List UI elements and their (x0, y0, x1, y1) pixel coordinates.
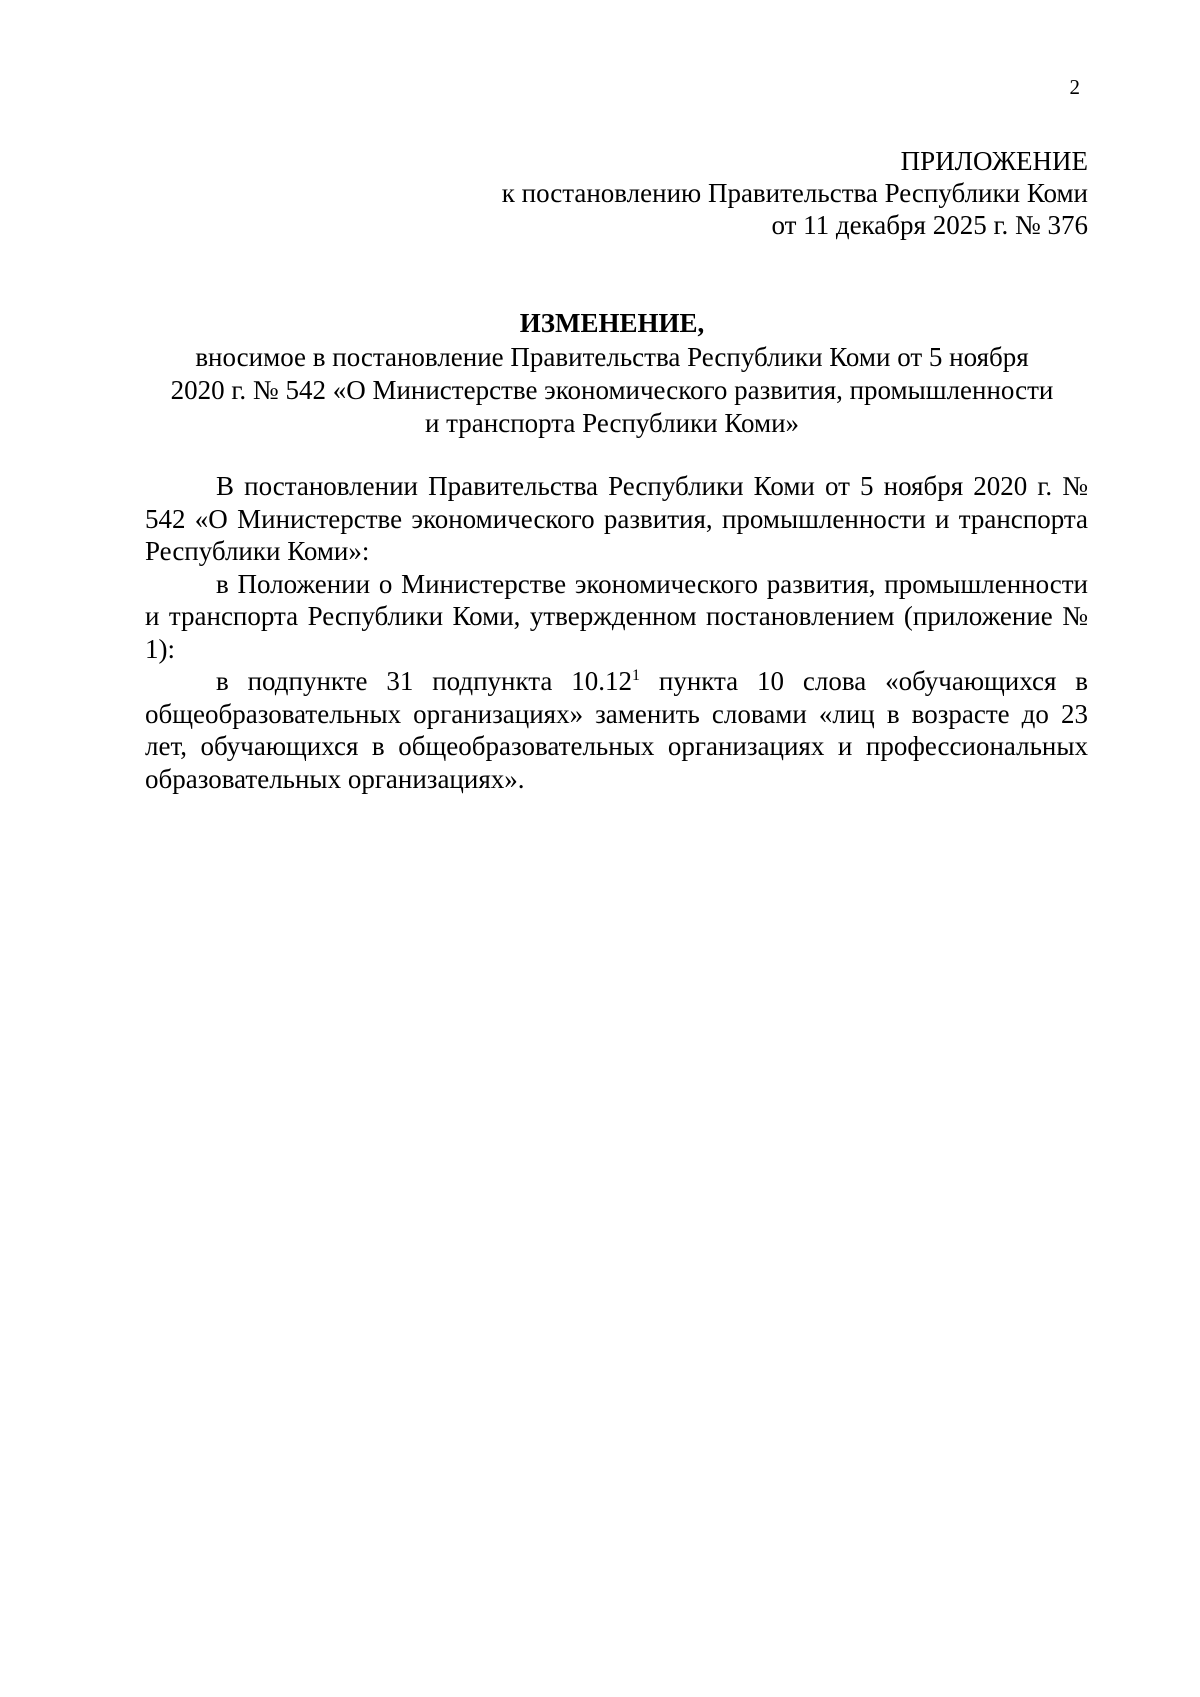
document-body (145, 470, 1088, 795)
heading-line-1: вносимое в постановление Правительства Республики Коми от 5 ноября (195, 342, 1029, 372)
paragraph-2: в Положении о Министерстве экономического развития, промышленности и транспорта Республики Коми, утвержденном постановлением (приложение № 1): (145, 568, 1088, 664)
appendix-line-2: от 11 декабря 2025 г. № 376 (771, 210, 1088, 240)
document-heading (140, 307, 1084, 440)
paragraph-1: В постановлении Правительства Республики Коми от 5 ноября 2020 г. № 542 «О Министерстве экономического развития, промышленности и транспорта Республики Коми»: (145, 471, 1088, 566)
paragraph-3 (145, 665, 1088, 795)
appendix-label: ПРИЛОЖЕНИЕ (900, 146, 1088, 176)
heading-line-2: 2020 г. № 542 «О Министерстве экономического развития, промышленности (170, 375, 1054, 405)
paragraph-3-superscript: 1 (632, 667, 640, 684)
appendix-line-1: к постановлению Правительства Республики Коми (501, 178, 1088, 208)
paragraph-3-start: в подпункте 31 подпункта 10.12 (216, 666, 632, 696)
appendix-block (502, 145, 1088, 241)
page-number: 2 (1069, 75, 1080, 99)
paragraph-3-end: пункта 10 слова «обучающихся в общеобразовательных организациях» заменить словами «лиц в возрасте до 23 лет, обучающихся в общеобразовательных организациях и профессиональных образовательных организациях». (145, 666, 1088, 794)
heading-title: ИЗМЕНЕНИЕ, (519, 308, 705, 338)
heading-line-3: и транспорта Республики Коми» (424, 408, 800, 438)
